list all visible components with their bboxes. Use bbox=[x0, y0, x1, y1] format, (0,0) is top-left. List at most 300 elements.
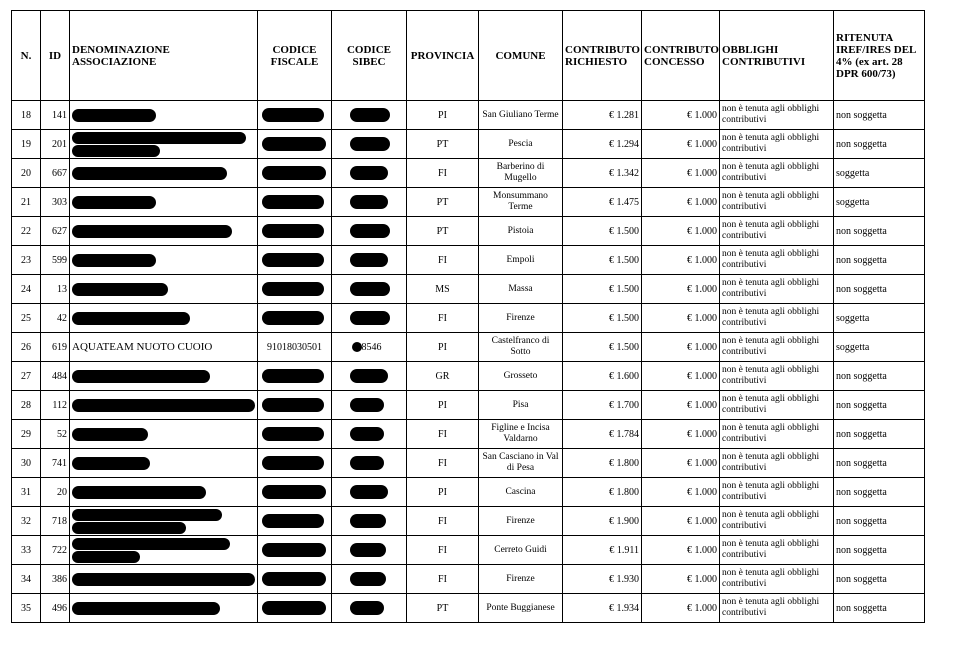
redaction-bar bbox=[72, 602, 220, 615]
cell-codice-fiscale bbox=[258, 101, 332, 130]
cell-id-text: 20 bbox=[57, 486, 67, 498]
cell-id-text: 484 bbox=[52, 370, 67, 382]
cell-denominazione bbox=[70, 507, 258, 536]
redaction-bar bbox=[72, 509, 222, 521]
cell-provincia bbox=[407, 159, 479, 188]
cell-comune-text: Pistoia bbox=[507, 225, 534, 236]
cell-id-text: 667 bbox=[52, 167, 67, 179]
cell-codice-sibec bbox=[332, 159, 407, 188]
cell-contributo-concesso bbox=[642, 391, 720, 420]
cell-comune bbox=[479, 391, 563, 420]
cell-provincia bbox=[407, 304, 479, 333]
table-row bbox=[12, 478, 925, 507]
cell-n bbox=[12, 101, 41, 130]
cell-obblighi-text: non è tenuta agli obblighi contributivi bbox=[722, 394, 820, 415]
cell-obblighi bbox=[720, 217, 834, 246]
cell-provincia-text: PI bbox=[438, 399, 447, 411]
cell-ritenuta-text: non soggetta bbox=[836, 109, 887, 121]
cell-ritenuta-text: non soggetta bbox=[836, 573, 887, 585]
cell-obblighi bbox=[720, 362, 834, 391]
redaction-bar bbox=[262, 398, 324, 412]
table-row bbox=[12, 449, 925, 478]
cell-comune-text: Pisa bbox=[512, 399, 529, 410]
table-row bbox=[12, 130, 925, 159]
cell-contributo-concesso-text: € 1.000 bbox=[687, 486, 717, 498]
cell-contributo-concesso bbox=[642, 333, 720, 362]
cell-n-text: 18 bbox=[21, 109, 31, 121]
cell-ritenuta bbox=[834, 333, 925, 362]
cell-provincia-text: FI bbox=[438, 544, 447, 556]
cell-id bbox=[41, 275, 70, 304]
cell-comune bbox=[479, 217, 563, 246]
cell-contributo-richiesto bbox=[563, 333, 642, 362]
cell-codice-fiscale bbox=[258, 217, 332, 246]
cell-comune-text: Castelfranco di Sotto bbox=[491, 336, 550, 357]
cell-contributo-concesso bbox=[642, 101, 720, 130]
cell-id bbox=[41, 333, 70, 362]
cell-provincia bbox=[407, 507, 479, 536]
cell-contributo-concesso-text: € 1.000 bbox=[687, 602, 717, 614]
redaction-bar bbox=[350, 195, 388, 209]
cell-contributo-richiesto-text: € 1.500 bbox=[609, 312, 639, 324]
cell-codice-fiscale bbox=[258, 507, 332, 536]
cell-n bbox=[12, 449, 41, 478]
cell-denominazione bbox=[70, 391, 258, 420]
cell-contributo-richiesto-text: € 1.700 bbox=[609, 399, 639, 411]
cell-n-text: 29 bbox=[21, 428, 31, 440]
cell-contributo-concesso-text: € 1.000 bbox=[687, 283, 717, 295]
cell-contributo-concesso-text: € 1.000 bbox=[687, 167, 717, 179]
cell-n bbox=[12, 362, 41, 391]
table-row bbox=[12, 594, 925, 623]
cell-provincia bbox=[407, 594, 479, 623]
redaction-bar bbox=[350, 224, 390, 238]
cell-n bbox=[12, 478, 41, 507]
cell-contributo-concesso-text: € 1.000 bbox=[687, 109, 717, 121]
cell-provincia bbox=[407, 420, 479, 449]
cell-obblighi bbox=[720, 478, 834, 507]
cell-comune-text: Monsummano Terme bbox=[493, 191, 548, 212]
cell-contributo-richiesto bbox=[563, 449, 642, 478]
redaction-bar bbox=[72, 486, 206, 499]
cell-codice-sibec bbox=[332, 130, 407, 159]
redaction-bar bbox=[262, 195, 324, 209]
cell-n bbox=[12, 333, 41, 362]
cell-provincia bbox=[407, 449, 479, 478]
cell-ritenuta-text: non soggetta bbox=[836, 486, 887, 498]
cell-obblighi bbox=[720, 130, 834, 159]
cell-denominazione bbox=[70, 130, 258, 159]
cell-denominazione bbox=[70, 333, 258, 362]
table-row bbox=[12, 536, 925, 565]
cell-contributo-concesso-text: € 1.000 bbox=[687, 225, 717, 237]
cell-obblighi bbox=[720, 304, 834, 333]
table-row bbox=[12, 304, 925, 333]
redaction-bar bbox=[262, 485, 326, 499]
cell-ritenuta-text: non soggetta bbox=[836, 370, 887, 382]
cell-comune bbox=[479, 507, 563, 536]
cell-contributo-concesso-text: € 1.000 bbox=[687, 254, 717, 266]
cell-obblighi-text: non è tenuta agli obblighi contributivi bbox=[722, 307, 820, 328]
cell-contributo-concesso bbox=[642, 594, 720, 623]
redaction-bar bbox=[262, 572, 326, 586]
cell-obblighi-text: non è tenuta agli obblighi contributivi bbox=[722, 278, 820, 299]
redaction-bar bbox=[72, 109, 156, 122]
cell-obblighi-text: non è tenuta agli obblighi contributivi bbox=[722, 162, 820, 183]
cell-obblighi-text: non è tenuta agli obblighi contributivi bbox=[722, 539, 820, 560]
cell-provincia bbox=[407, 391, 479, 420]
cell-obblighi-text: non è tenuta agli obblighi contributivi bbox=[722, 104, 820, 125]
cell-contributo-concesso-text: € 1.000 bbox=[687, 312, 717, 324]
cell-denominazione bbox=[70, 217, 258, 246]
cell-contributo-concesso bbox=[642, 420, 720, 449]
redaction-bar bbox=[350, 601, 384, 615]
cell-obblighi-text: non è tenuta agli obblighi contributivi bbox=[722, 220, 820, 241]
cell-id-text: 741 bbox=[52, 457, 67, 469]
cell-provincia-text: FI bbox=[438, 457, 447, 469]
cell-n-text: 22 bbox=[21, 225, 31, 237]
cell-codice-fiscale bbox=[258, 333, 332, 362]
table-row bbox=[12, 101, 925, 130]
cell-n-text: 35 bbox=[21, 602, 31, 614]
cell-codice-fiscale bbox=[258, 536, 332, 565]
redaction-bar bbox=[262, 369, 324, 383]
cell-contributo-richiesto bbox=[563, 159, 642, 188]
cell-comune-text: Ponte Buggianese bbox=[486, 602, 555, 613]
cell-n bbox=[12, 188, 41, 217]
cell-id bbox=[41, 420, 70, 449]
cell-comune-text: Grosseto bbox=[503, 370, 538, 381]
cell-obblighi-text: non è tenuta agli obblighi contributivi bbox=[722, 423, 820, 444]
header-ritenuta: RITENUTA IREF/IRES DEL 4% (ex art. 28 DPR 600/73) bbox=[834, 11, 925, 101]
cell-id-text: 386 bbox=[52, 573, 67, 585]
cell-ritenuta-text: non soggetta bbox=[836, 428, 887, 440]
cell-obblighi bbox=[720, 420, 834, 449]
cell-codice-sibec bbox=[332, 246, 407, 275]
cell-ritenuta bbox=[834, 188, 925, 217]
cell-codice-sibec bbox=[332, 478, 407, 507]
cell-contributo-concesso bbox=[642, 188, 720, 217]
cell-provincia bbox=[407, 536, 479, 565]
redaction-bar bbox=[72, 551, 140, 563]
cell-contributo-richiesto-text: € 1.784 bbox=[609, 428, 639, 440]
cell-obblighi bbox=[720, 275, 834, 304]
cell-ritenuta bbox=[834, 304, 925, 333]
cell-obblighi bbox=[720, 333, 834, 362]
cell-contributo-concesso-text: € 1.000 bbox=[687, 428, 717, 440]
cell-provincia-text: PT bbox=[436, 225, 449, 237]
cell-ritenuta bbox=[834, 101, 925, 130]
cell-codice-fiscale bbox=[258, 594, 332, 623]
cell-contributo-richiesto bbox=[563, 420, 642, 449]
cell-id bbox=[41, 130, 70, 159]
cell-n bbox=[12, 275, 41, 304]
cell-ritenuta bbox=[834, 565, 925, 594]
cell-ritenuta-text: non soggetta bbox=[836, 225, 887, 237]
redaction-bar bbox=[262, 514, 324, 528]
cell-contributo-richiesto-text: € 1.500 bbox=[609, 254, 639, 266]
cell-id-text: 496 bbox=[52, 602, 67, 614]
cell-ritenuta bbox=[834, 391, 925, 420]
cell-provincia-text: PI bbox=[438, 486, 447, 498]
cell-codice-fiscale bbox=[258, 159, 332, 188]
header-provincia: PROVINCIA bbox=[407, 11, 479, 101]
cell-contributo-richiesto-text: € 1.600 bbox=[609, 370, 639, 382]
redaction-bar bbox=[350, 427, 384, 441]
cell-provincia-text: FI bbox=[438, 254, 447, 266]
redaction-bar bbox=[72, 428, 148, 441]
cell-contributo-richiesto-text: € 1.934 bbox=[609, 602, 639, 614]
cell-n bbox=[12, 130, 41, 159]
cell-ritenuta-text: non soggetta bbox=[836, 138, 887, 150]
cell-ritenuta bbox=[834, 159, 925, 188]
cell-codice-fiscale bbox=[258, 391, 332, 420]
cell-codice-sibec bbox=[332, 362, 407, 391]
cell-id bbox=[41, 246, 70, 275]
cell-codice-sibec-text: 88546 bbox=[356, 341, 382, 353]
cell-contributo-concesso bbox=[642, 507, 720, 536]
redaction-bar bbox=[72, 522, 186, 534]
cell-comune bbox=[479, 130, 563, 159]
cell-id-text: 599 bbox=[52, 254, 67, 266]
cell-denominazione bbox=[70, 536, 258, 565]
cell-codice-fiscale bbox=[258, 420, 332, 449]
cell-id bbox=[41, 507, 70, 536]
cell-contributo-concesso bbox=[642, 536, 720, 565]
cell-comune bbox=[479, 275, 563, 304]
cell-n-text: 33 bbox=[21, 544, 31, 556]
cell-denominazione bbox=[70, 188, 258, 217]
cell-codice-fiscale bbox=[258, 130, 332, 159]
cell-comune bbox=[479, 362, 563, 391]
cell-id bbox=[41, 362, 70, 391]
cell-contributo-richiesto bbox=[563, 217, 642, 246]
cell-codice-sibec bbox=[332, 594, 407, 623]
cell-obblighi bbox=[720, 391, 834, 420]
cell-codice-fiscale bbox=[258, 362, 332, 391]
cell-id-text: 141 bbox=[52, 109, 67, 121]
table-row bbox=[12, 420, 925, 449]
table-row bbox=[12, 246, 925, 275]
cell-provincia bbox=[407, 130, 479, 159]
cell-codice-sibec bbox=[332, 420, 407, 449]
cell-contributo-richiesto bbox=[563, 275, 642, 304]
cell-id bbox=[41, 391, 70, 420]
cell-contributo-richiesto-text: € 1.911 bbox=[609, 544, 639, 556]
cell-ritenuta-text: non soggetta bbox=[836, 602, 887, 614]
redaction-bar bbox=[350, 543, 386, 557]
redaction-bar bbox=[350, 514, 386, 528]
cell-n-text: 32 bbox=[21, 515, 31, 527]
cell-contributo-richiesto bbox=[563, 536, 642, 565]
cell-ritenuta bbox=[834, 594, 925, 623]
redaction-bar bbox=[72, 254, 156, 267]
cell-comune-text: Massa bbox=[508, 283, 533, 294]
cell-contributo-richiesto bbox=[563, 478, 642, 507]
header-codice-fiscale: CODICE FISCALE bbox=[258, 11, 332, 101]
cell-id-text: 619 bbox=[52, 341, 67, 353]
redaction-bar bbox=[72, 196, 156, 209]
cell-provincia-text: FI bbox=[438, 428, 447, 440]
redaction-bar bbox=[262, 311, 324, 325]
cell-contributo-richiesto bbox=[563, 246, 642, 275]
cell-contributo-richiesto bbox=[563, 101, 642, 130]
cell-contributo-richiesto bbox=[563, 130, 642, 159]
cell-ritenuta-text: soggetta bbox=[836, 341, 870, 353]
cell-id bbox=[41, 188, 70, 217]
cell-codice-sibec bbox=[332, 565, 407, 594]
cell-id bbox=[41, 159, 70, 188]
cell-n bbox=[12, 159, 41, 188]
cell-provincia bbox=[407, 565, 479, 594]
cell-contributo-concesso bbox=[642, 362, 720, 391]
redaction-bar bbox=[350, 137, 390, 151]
cell-obblighi-text: non è tenuta agli obblighi contributivi bbox=[722, 249, 820, 270]
cell-comune bbox=[479, 449, 563, 478]
redaction-bar bbox=[262, 224, 324, 238]
cell-contributo-concesso bbox=[642, 130, 720, 159]
cell-contributo-concesso-text: € 1.000 bbox=[687, 341, 717, 353]
cell-codice-fiscale-text: 91018030501 bbox=[267, 341, 322, 353]
cell-n bbox=[12, 217, 41, 246]
cell-codice-fiscale bbox=[258, 304, 332, 333]
cell-comune bbox=[479, 159, 563, 188]
header-n: N. bbox=[12, 11, 41, 101]
cell-comune bbox=[479, 246, 563, 275]
cell-denominazione-text: AQUATEAM NUOTO CUOIO bbox=[72, 340, 213, 353]
cell-ritenuta bbox=[834, 449, 925, 478]
cell-ritenuta bbox=[834, 246, 925, 275]
cell-obblighi bbox=[720, 159, 834, 188]
cell-comune bbox=[479, 594, 563, 623]
cell-codice-sibec bbox=[332, 391, 407, 420]
redaction-bar bbox=[72, 145, 160, 157]
header-contributo-concesso: CONTRIBUTO CONCESSO bbox=[642, 11, 720, 101]
redaction-bar bbox=[262, 166, 326, 180]
cell-n bbox=[12, 565, 41, 594]
cell-id-text: 13 bbox=[57, 283, 67, 295]
cell-contributo-richiesto-text: € 1.294 bbox=[609, 138, 639, 150]
cell-contributo-richiesto bbox=[563, 188, 642, 217]
redaction-bar bbox=[350, 369, 388, 383]
cell-obblighi bbox=[720, 188, 834, 217]
cell-contributo-concesso bbox=[642, 449, 720, 478]
cell-codice-sibec bbox=[332, 304, 407, 333]
cell-ritenuta bbox=[834, 420, 925, 449]
cell-comune bbox=[479, 420, 563, 449]
cell-contributo-concesso bbox=[642, 159, 720, 188]
cell-contributo-richiesto bbox=[563, 565, 642, 594]
cell-comune bbox=[479, 536, 563, 565]
cell-codice-fiscale bbox=[258, 246, 332, 275]
redaction-bar bbox=[350, 485, 388, 499]
cell-codice-sibec bbox=[332, 188, 407, 217]
cell-provincia bbox=[407, 478, 479, 507]
redaction-bar bbox=[262, 108, 324, 122]
header-id: ID bbox=[41, 11, 70, 101]
table-body bbox=[12, 101, 925, 623]
cell-contributo-concesso-text: € 1.000 bbox=[687, 515, 717, 527]
cell-denominazione bbox=[70, 478, 258, 507]
cell-codice-sibec bbox=[332, 101, 407, 130]
table-row bbox=[12, 565, 925, 594]
cell-codice-sibec bbox=[332, 275, 407, 304]
cell-provincia bbox=[407, 275, 479, 304]
redaction-bar bbox=[72, 538, 230, 550]
cell-obblighi bbox=[720, 246, 834, 275]
cell-comune bbox=[479, 304, 563, 333]
cell-ritenuta-text: soggetta bbox=[836, 196, 870, 208]
cell-ritenuta bbox=[834, 217, 925, 246]
table-row bbox=[12, 159, 925, 188]
cell-ritenuta bbox=[834, 478, 925, 507]
cell-codice-fiscale bbox=[258, 565, 332, 594]
cell-provincia-text: PT bbox=[436, 602, 449, 614]
cell-codice-sibec bbox=[332, 449, 407, 478]
cell-provincia-text: PI bbox=[438, 341, 447, 353]
cell-denominazione bbox=[70, 159, 258, 188]
cell-ritenuta bbox=[834, 275, 925, 304]
cell-n-text: 25 bbox=[21, 312, 31, 324]
cell-codice-fiscale bbox=[258, 478, 332, 507]
cell-comune bbox=[479, 101, 563, 130]
cell-comune-text: Firenze bbox=[506, 515, 535, 526]
cell-codice-sibec bbox=[332, 217, 407, 246]
redaction-bar bbox=[262, 543, 326, 557]
cell-n-text: 30 bbox=[21, 457, 31, 469]
cell-id bbox=[41, 536, 70, 565]
cell-contributo-concesso-text: € 1.000 bbox=[687, 544, 717, 556]
cell-obblighi bbox=[720, 101, 834, 130]
cell-id-text: 42 bbox=[57, 312, 67, 324]
cell-obblighi-text: non è tenuta agli obblighi contributivi bbox=[722, 597, 820, 618]
cell-denominazione bbox=[70, 420, 258, 449]
cell-contributo-concesso-text: € 1.000 bbox=[687, 138, 717, 150]
cell-comune-text: Figline e Incisa Valdarno bbox=[491, 423, 550, 444]
cell-comune bbox=[479, 478, 563, 507]
redaction-bar bbox=[72, 573, 255, 586]
cell-contributo-richiesto-text: € 1.281 bbox=[609, 109, 639, 121]
cell-id-text: 718 bbox=[52, 515, 67, 527]
cell-codice-sibec bbox=[332, 333, 407, 362]
cell-provincia-text: MS bbox=[435, 283, 450, 295]
cell-contributo-concesso bbox=[642, 217, 720, 246]
cell-contributo-concesso bbox=[642, 304, 720, 333]
cell-id-text: 201 bbox=[52, 138, 67, 150]
redaction-bar bbox=[350, 253, 388, 267]
cell-obblighi bbox=[720, 565, 834, 594]
cell-contributo-concesso-text: € 1.000 bbox=[687, 457, 717, 469]
cell-contributo-richiesto-text: € 1.500 bbox=[609, 225, 639, 237]
redaction-bar bbox=[262, 456, 324, 470]
cell-contributo-richiesto bbox=[563, 594, 642, 623]
redaction-bar bbox=[262, 137, 326, 151]
cell-ritenuta-text: non soggetta bbox=[836, 254, 887, 266]
cell-contributo-richiesto-text: € 1.475 bbox=[609, 196, 639, 208]
cell-contributo-richiesto-text: € 1.930 bbox=[609, 573, 639, 585]
cell-contributo-richiesto bbox=[563, 507, 642, 536]
cell-id-text: 52 bbox=[57, 428, 67, 440]
cell-denominazione bbox=[70, 275, 258, 304]
cell-id bbox=[41, 217, 70, 246]
cell-denominazione bbox=[70, 246, 258, 275]
cell-codice-fiscale bbox=[258, 188, 332, 217]
cell-comune-text: Firenze bbox=[506, 312, 535, 323]
cell-n bbox=[12, 507, 41, 536]
cell-provincia-text: GR bbox=[435, 370, 450, 382]
cell-ritenuta-text: non soggetta bbox=[836, 544, 887, 556]
cell-ritenuta-text: non soggetta bbox=[836, 515, 887, 527]
